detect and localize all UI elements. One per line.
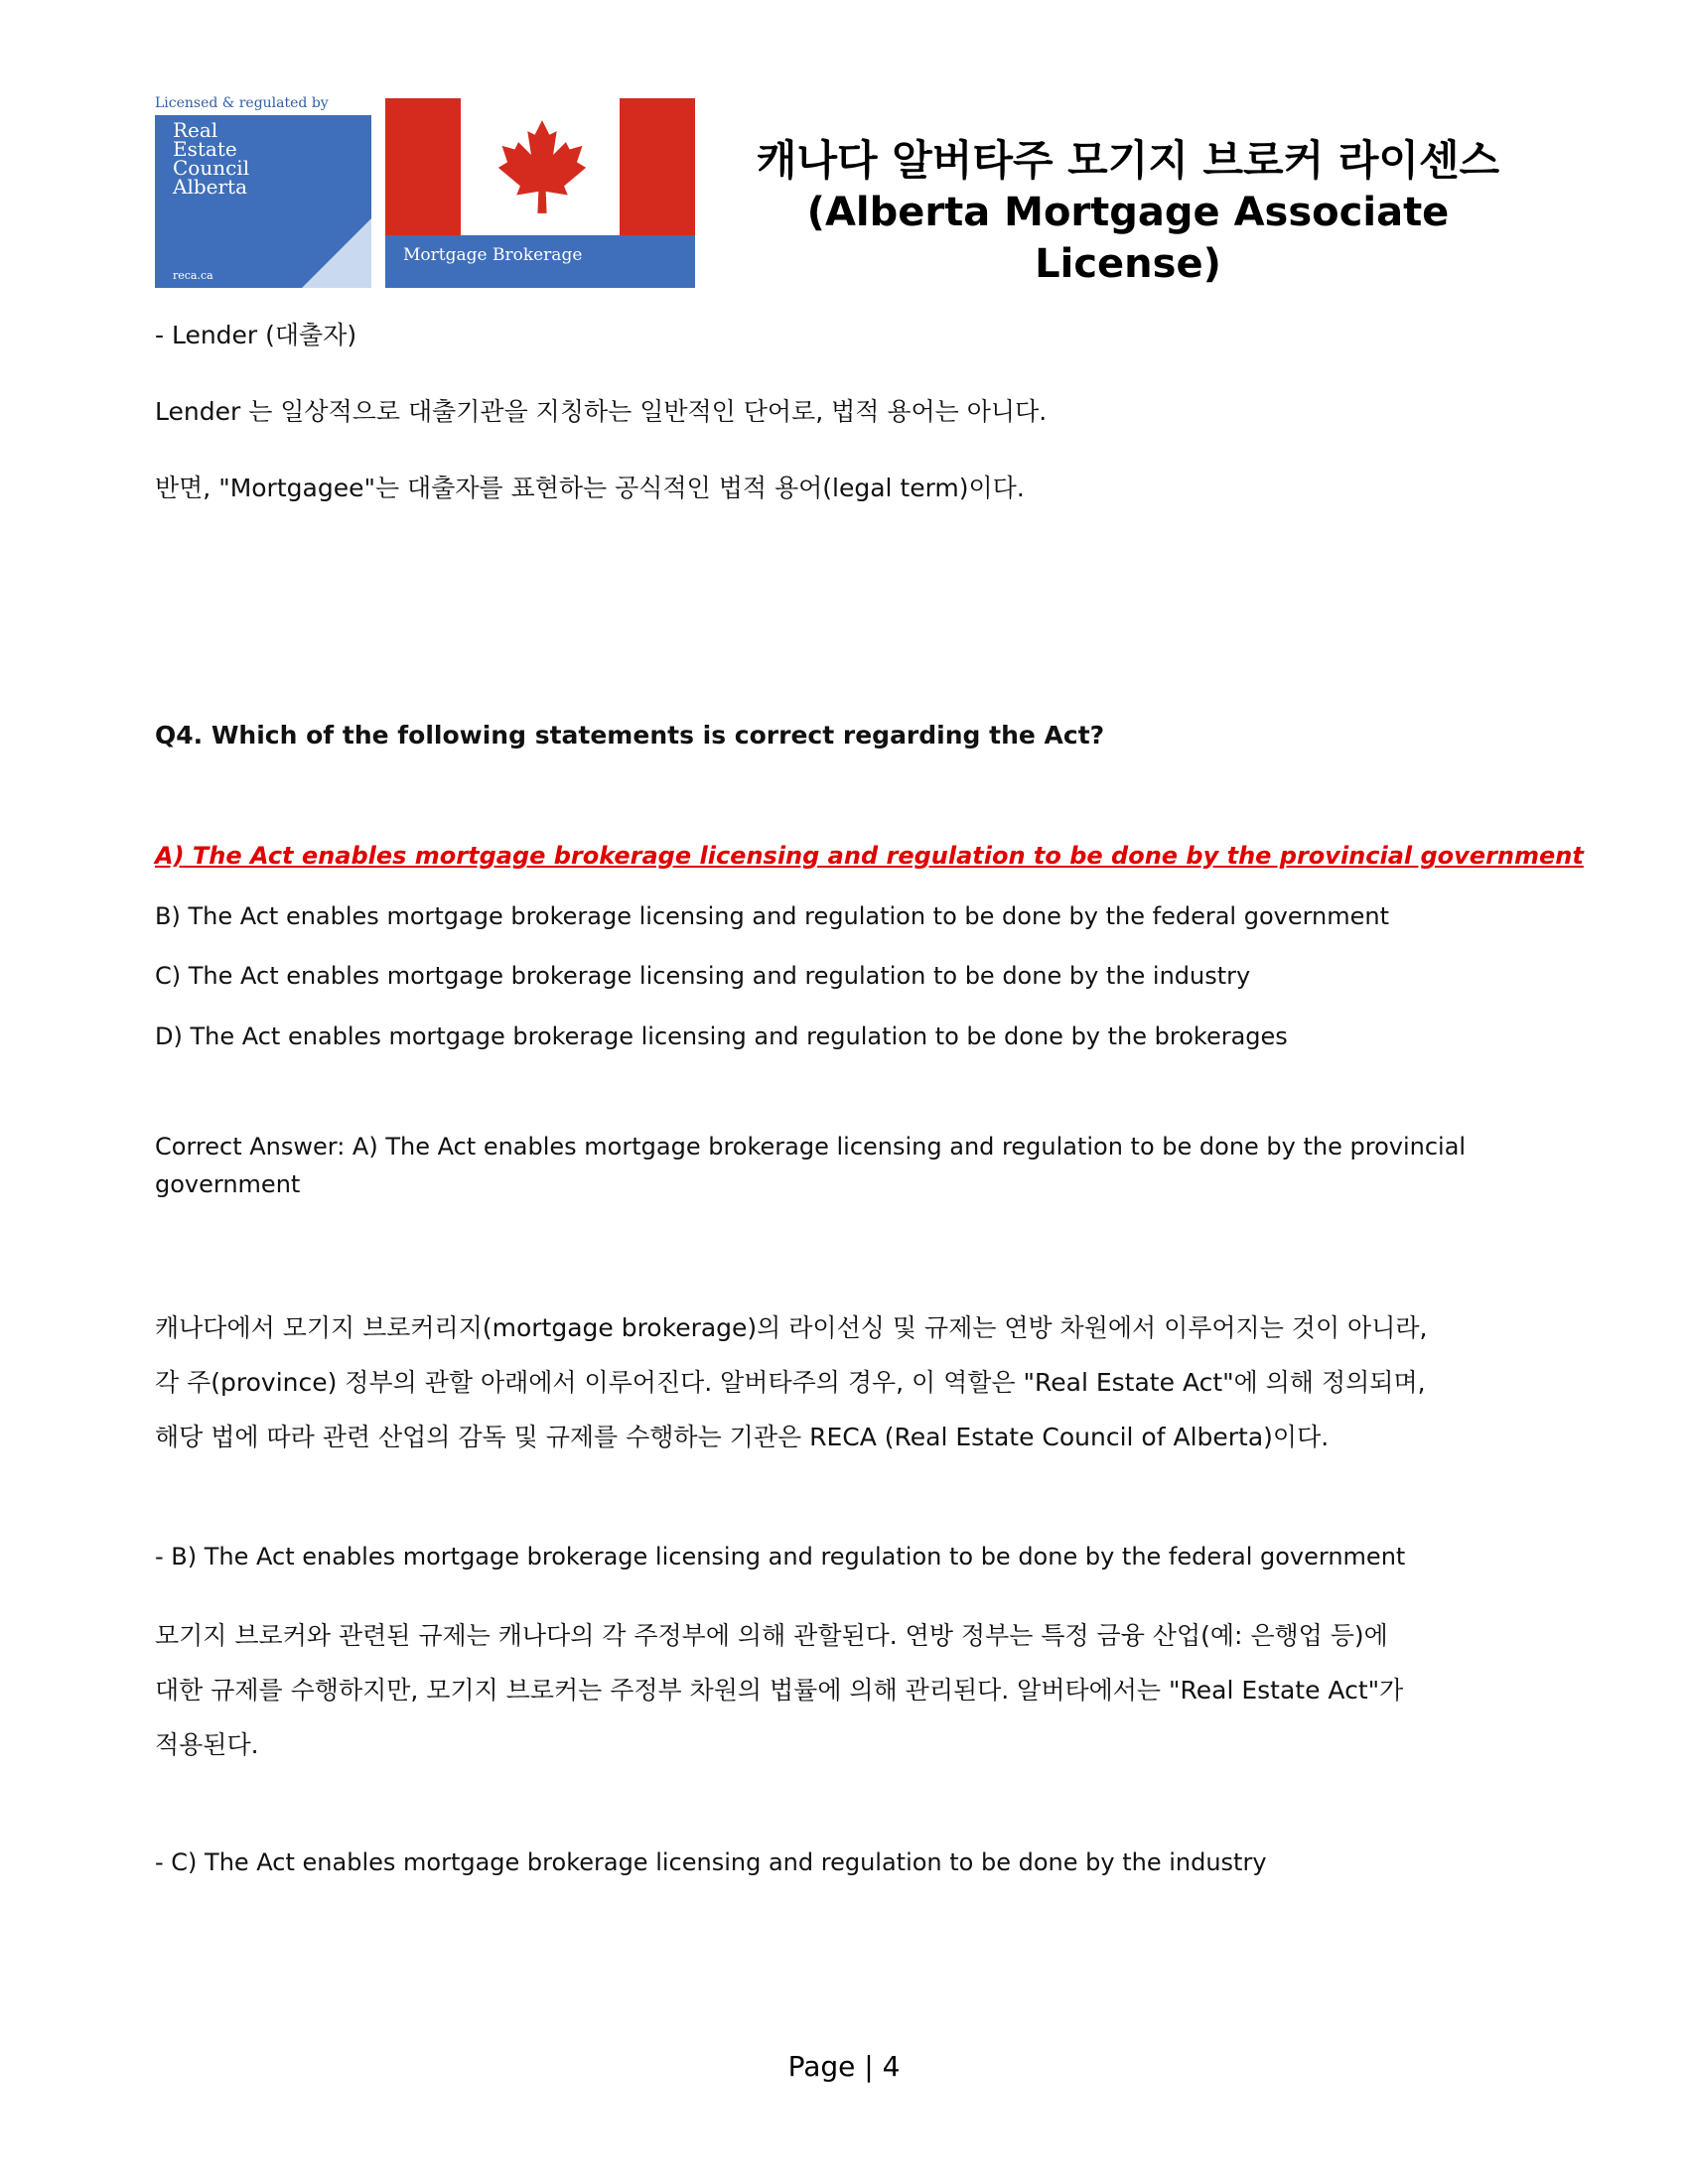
maple-leaf-icon: [496, 118, 588, 215]
option-b: B) The Act enables mortgage brokerage licensing and regulation to be done by the federal government: [155, 902, 1390, 930]
page-title-english: (Alberta Mortgage Associate License): [806, 190, 1450, 287]
correct-answer-line-2: government: [155, 1170, 301, 1198]
canada-flag-logo: [385, 98, 695, 288]
reca-name-line: Estate: [173, 137, 237, 161]
reca-logo: [155, 95, 371, 288]
option-b-explanation-line: 대한 규제를 수행하지만, 모기지 브로커는 주정부 차원의 법률에 의해 관리된다. 알버타에서는 "Real Estate Act"가: [155, 1676, 1404, 1705]
page-title: [711, 135, 1545, 290]
option-b-heading: - B) The Act enables mortgage brokerage licensing and regulation to be done by the federal government: [155, 1543, 1406, 1570]
option-d: D) The Act enables mortgage brokerage licensing and regulation to be done by the brokerages: [155, 1023, 1288, 1050]
lender-line-2: 반면, "Mortgagee"는 대출자를 표현하는 공식적인 법적 용어(legal term)이다.: [155, 474, 1025, 502]
reca-logo-box: [155, 115, 371, 288]
flag-red-band-left: [385, 98, 461, 235]
explanation: [155, 1300, 1545, 1464]
explanation-line: 각 주(province) 정부의 관할 아래에서 이루어진다. 알버타주의 경우, 이 역할은 "Real Estate Act"에 의해 정의되며,: [155, 1368, 1426, 1397]
question-text: Q4. Which of the following statements is correct regarding the Act?: [155, 721, 1105, 750]
option-c-heading: - C) The Act enables mortgage brokerage licensing and regulation to be done by the industry: [155, 1848, 1267, 1876]
option-b-explanation: [155, 1608, 1545, 1772]
option-b-explanation-line: 적용된다.: [155, 1730, 259, 1759]
flag-caption: Mortgage Brokerage: [403, 245, 583, 265]
explanation-line: 해당 법에 따라 관련 산업의 감독 및 규제를 수행하는 기관은 RECA (Real Estate Council of Alberta)이다.: [155, 1423, 1330, 1451]
explanation-line: 캐나다에서 모기지 브로커리지(mortgage brokerage)의 라이선싱 및 규제는 연방 차원에서 이루어지는 것이 아니라,: [155, 1313, 1428, 1342]
correct-answer-line-1: Correct Answer: A) The Act enables mortgage brokerage licensing and regulation to be done by the provincial: [155, 1133, 1467, 1160]
flag-red-band-right: [620, 98, 695, 235]
lender-heading: - Lender (대출자): [155, 321, 357, 349]
reca-url: reca.ca: [173, 269, 213, 282]
reca-name-line: Council: [173, 156, 250, 180]
reca-licensed-text: Licensed & regulated by: [155, 95, 329, 111]
lender-line-1: Lender 는 일상적으로 대출기관을 지칭하는 일반적인 단어로, 법적 용어는 아니다.: [155, 397, 1048, 426]
page-title-korean: 캐나다 알버타주 모기지 브로커 라이센스: [756, 136, 1500, 185]
reca-name-line: Real: [173, 118, 218, 142]
option-c: C) The Act enables mortgage brokerage licensing and regulation to be done by the industry: [155, 962, 1251, 990]
option-a-correct: A) The Act enables mortgage brokerage licensing and regulation to be done by the provincial government: [155, 842, 1584, 870]
page-curl-icon: [302, 218, 371, 288]
correct-answer: [155, 1128, 1545, 1203]
page-number: Page | 4: [787, 2050, 901, 2083]
page-header: [155, 95, 1545, 290]
reca-name-line: Alberta: [173, 175, 247, 199]
reca-name: [173, 118, 352, 199]
option-b-explanation-line: 모기지 브로커와 관련된 규제는 캐나다의 각 주정부에 의해 관할된다. 연방 정부는 특정 금융 산업(예: 은행업 등)에: [155, 1621, 1388, 1650]
